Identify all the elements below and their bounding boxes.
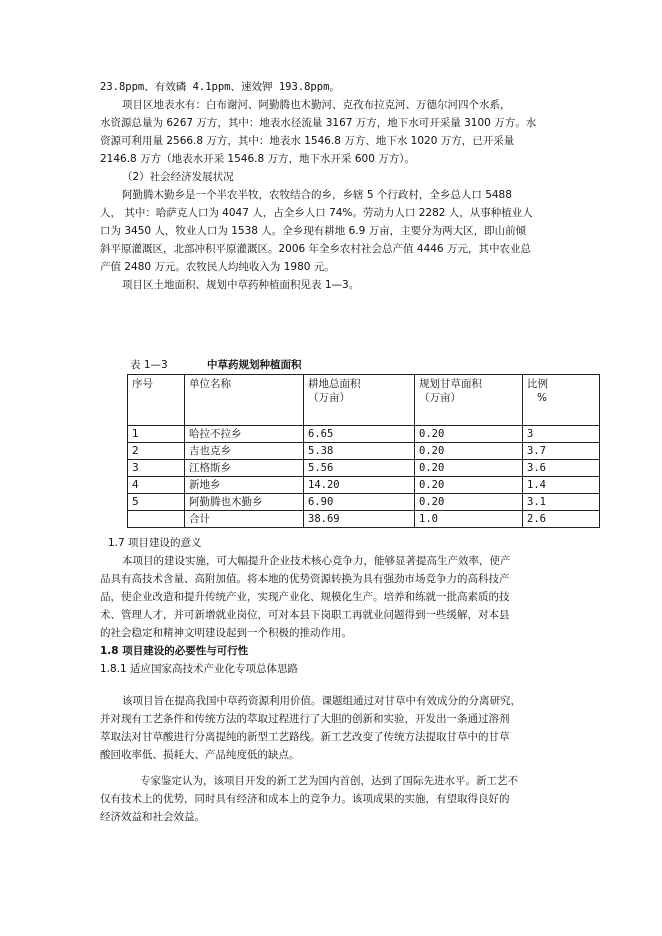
cell-plan: 0.20 (415, 426, 523, 443)
cell-area: 6.90 (304, 494, 415, 511)
table-title: 中草药规划种植面积 (207, 359, 302, 371)
cell-ratio: 3.7 (523, 443, 600, 460)
section-heading: （2）社会经济发展状况 (122, 171, 234, 183)
text-line: 酸回收率低、损耗大、产品纯度低的缺点。 (100, 749, 300, 761)
planting-area-table (127, 374, 600, 528)
cell-no: 3 (128, 460, 185, 477)
cell-plan: 0.20 (415, 477, 523, 494)
text-line: 的社会稳定和精神文明建设起到一个积极的推动作用。 (100, 627, 352, 639)
section-heading: 1.8 项目建设的必要性与可行性 (100, 645, 249, 657)
text-line: 术、管理人才，并可新增就业岗位，可对本县下岗职工再就业问题得到一些缓解，对本县 (100, 609, 510, 621)
text-line: 本项目的建设实施，可大幅提升企业技术核心竞争力，能够显著提高生产效率，使产 (122, 555, 511, 567)
text-line: 项目区地表水有：白布谢河、阿勤腾也木勤河、克孜布拉克河、万德尔河四个水系， (122, 99, 511, 111)
text-line: 阿勤腾木勤乡是一个半农半牧，农牧结合的乡，乡辖 5 个行政村，全乡总人口 5488 (122, 189, 512, 201)
table-row (128, 460, 600, 477)
cell-unit: 新地乡 (185, 477, 304, 494)
cell-area: 14.20 (304, 477, 415, 494)
cell-no: 4 (128, 477, 185, 494)
header-plan: 规划甘草面积 （万亩） (415, 375, 523, 426)
header-no: 序号 (128, 375, 185, 426)
cell-plan: 1.0 (415, 511, 523, 528)
text-line: 斜平原灌溉区，北部冲积平原灌溉区。2006 年全乡农村社会总产值 4446 万元，其中农业总 (100, 243, 531, 255)
subsection-heading: 1.8.1 适应国家高技术产业化专项总体思路 (100, 663, 299, 675)
text-line: 萃取法对甘草酸进行分离提纯的新型工艺路线。新工艺改变了传统方法提取甘草中的甘草 (100, 731, 510, 743)
table-header-row (128, 375, 600, 426)
cell-ratio: 2.6 (523, 511, 600, 528)
table-row (128, 477, 600, 494)
table-row (128, 443, 600, 460)
table-number: 表 1—3 (130, 359, 168, 371)
text-line: 水资源总量为 6267 万方，其中：地表水径流量 3167 万方，地下水可开采量 3100 万方。水 (100, 117, 537, 129)
cell-no (128, 511, 185, 528)
cell-unit: 阿勤腾也木勤乡 (185, 494, 304, 511)
cell-ratio: 1.4 (523, 477, 600, 494)
text-line: 仅有技术上的优势，同时具有经济和成本上的竞争力。该项成果的实施，有望取得良好的 (100, 793, 510, 805)
cell-unit: 哈拉不拉乡 (185, 426, 304, 443)
header-area: 耕地总面积 （万亩） (304, 375, 415, 426)
cell-unit: 江格斯乡 (185, 460, 304, 477)
cell-area: 5.38 (304, 443, 415, 460)
table-row (128, 494, 600, 511)
cell-no: 2 (128, 443, 185, 460)
cell-unit: 吉也克乡 (185, 443, 304, 460)
section-heading: 1.7 项目建设的意义 (108, 537, 202, 549)
cell-unit: 合计 (185, 511, 304, 528)
text-line: 专家鉴定认为，该项目开发的新工艺为国内首创，达到了国际先进水平。新工艺不 (140, 775, 518, 787)
text-line: 该项目旨在提高我国中草药资源利用价值。课题组通过对甘草中有效成分的分离研究， (122, 695, 521, 707)
text-line: 人， 其中：哈萨克人口为 4047 人，占全乡人口 74%。劳动力人口 2282 人，从事种植业人 (100, 207, 533, 219)
text-line: 23.8ppm、有效磷 4.1ppm、速效钾 193.8ppm。 (100, 81, 340, 93)
text-line: 经济效益和社会效益。 (100, 811, 205, 823)
header-unit: 单位名称 (185, 375, 304, 426)
text-line: 项目区土地面积、规划中草药种植面积见表 1—3。 (122, 279, 360, 291)
text-line: 产值 2480 万元。农牧民人均纯收入为 1980 元。 (100, 261, 335, 273)
table-row (128, 426, 600, 443)
cell-plan: 0.20 (415, 443, 523, 460)
text-line: 品，使企业改造和提升传统产业，实现产业化、规模化生产。培养和练就一批高素质的技 (100, 591, 510, 603)
cell-area: 38.69 (304, 511, 415, 528)
text-line: 品具有高技术含量、高附加值。将本地的优势资源转换为具有强劲市场竞争力的高科技产 (100, 573, 510, 585)
cell-plan: 0.20 (415, 494, 523, 511)
cell-ratio: 3 (523, 426, 600, 443)
table-total-row (128, 511, 600, 528)
cell-ratio: 3.1 (523, 494, 600, 511)
text-line: 资源可利用量 2566.8 万方，其中：地表水 1546.8 万方、地下水 1020 万方，已开采量 (100, 135, 515, 147)
cell-no: 5 (128, 494, 185, 511)
header-ratio: 比例 % (523, 375, 600, 426)
cell-ratio: 3.6 (523, 460, 600, 477)
text-line: 口为 3450 人，牧业人口为 1538 人。全乡现有耕地 6.9 万亩，主要分为两大区，即山前倾 (100, 225, 527, 237)
cell-plan: 0.20 (415, 460, 523, 477)
text-line: 2146.8 万方（地表水开采 1546.8 万方，地下水开采 600 万方）。 (100, 153, 415, 165)
cell-area: 6.65 (304, 426, 415, 443)
cell-no: 1 (128, 426, 185, 443)
cell-area: 5.56 (304, 460, 415, 477)
table-caption (130, 357, 302, 372)
text-line: 并对现有工艺条件和传统方法的萃取过程进行了大胆的创新和实验，开发出一条通过溶剂 (100, 713, 510, 725)
